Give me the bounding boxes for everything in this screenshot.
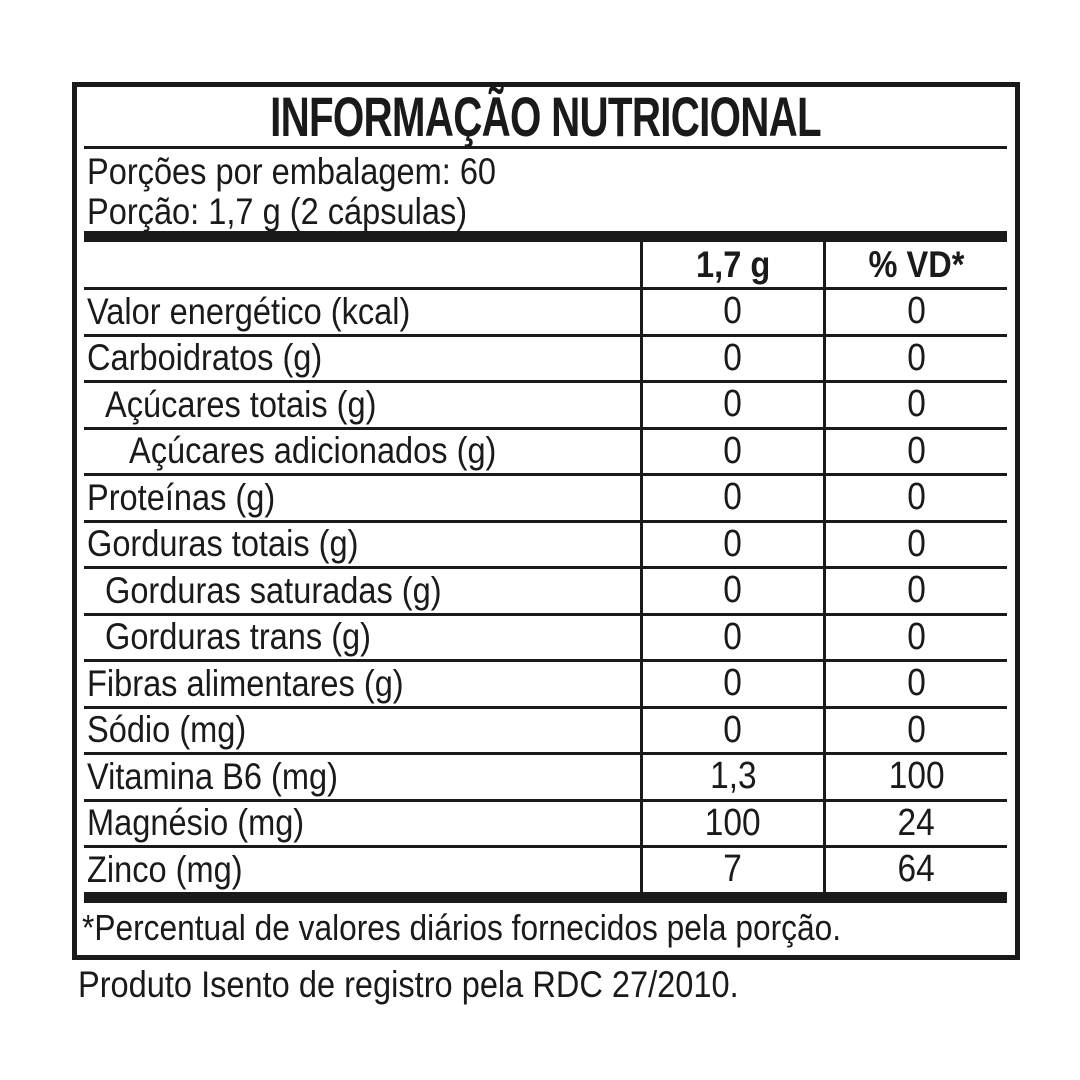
nutrient-label: Sódio (mg): [87, 709, 247, 751]
nutrient-label: Carboidratos (g): [87, 337, 323, 379]
vd-value: 64: [823, 848, 1007, 892]
table-row: [84, 520, 1007, 567]
vd-value: 0: [823, 383, 1007, 427]
vd-value: 0: [823, 430, 1007, 474]
table-row: [84, 334, 1007, 381]
qty-value: 7: [640, 848, 823, 892]
table-header-row: [84, 242, 1007, 287]
table-row: [84, 427, 1007, 474]
header-empty-cell: [84, 242, 640, 287]
panel-title-row: [77, 87, 1015, 146]
daily-value-footnote: *Percentual de valores diários fornecidos pela porção.: [82, 906, 842, 948]
regulatory-note: Produto Isento de registro pela RDC 27/2010.: [78, 964, 739, 1005]
qty-value: 0: [640, 476, 823, 520]
vd-value: 0: [823, 569, 1007, 613]
nutrient-label: Gorduras totais (g): [87, 523, 359, 565]
vd-value: 0: [823, 290, 1007, 334]
table-row: [84, 287, 1007, 334]
table-row: [84, 380, 1007, 427]
nutrition-table: [84, 242, 1007, 892]
qty-value: 0: [640, 523, 823, 567]
nutrient-label: Magnésio (mg): [87, 802, 305, 844]
qty-value: 0: [640, 569, 823, 613]
table-row: [84, 473, 1007, 520]
nutrient-label: Gorduras saturadas (g): [105, 569, 442, 611]
nutrient-label: Fibras alimentares (g): [87, 662, 404, 704]
vd-value: 100: [823, 755, 1007, 799]
vd-value: 0: [823, 523, 1007, 567]
qty-value: 0: [640, 337, 823, 381]
vd-value: 24: [823, 802, 1007, 846]
table-row: [84, 845, 1007, 892]
nutrient-label: Gorduras trans (g): [105, 616, 372, 658]
table-row: [84, 799, 1007, 846]
panel-title: INFORMAÇÃO NUTRICIONAL: [270, 85, 822, 148]
vd-value: 0: [823, 337, 1007, 381]
vd-value: 0: [823, 616, 1007, 660]
nutrition-facts-panel: [72, 82, 1020, 960]
qty-value: 0: [640, 616, 823, 660]
table-row: [84, 752, 1007, 799]
nutrient-label: Zinco (mg): [87, 848, 243, 890]
thick-bar-bottom: [84, 892, 1007, 903]
thick-bar-top: [84, 231, 1007, 242]
qty-value: 0: [640, 662, 823, 706]
header-daily-value: % VD*: [823, 242, 1007, 287]
servings-per-package: Porções por embalagem: 60: [87, 151, 497, 192]
table-row: [84, 706, 1007, 753]
qty-value: 100: [640, 802, 823, 846]
nutrient-label: Vitamina B6 (mg): [87, 755, 338, 797]
qty-value: 0: [640, 430, 823, 474]
header-quantity: 1,7 g: [640, 242, 823, 287]
table-row: [84, 613, 1007, 660]
table-row: [84, 659, 1007, 706]
vd-value: 0: [823, 662, 1007, 706]
nutrient-label: Valor energético (kcal): [87, 290, 411, 332]
qty-value: 0: [640, 290, 823, 334]
serving-info: [77, 149, 1015, 231]
nutrient-label: Açúcares adicionados (g): [129, 430, 497, 472]
vd-value: 0: [823, 709, 1007, 753]
serving-size: Porção: 1,7 g (2 cápsulas): [87, 190, 468, 232]
nutrient-label: Proteínas (g): [87, 476, 276, 518]
nutrient-label: Açúcares totais (g): [105, 383, 377, 425]
table-row: [84, 566, 1007, 613]
qty-value: 0: [640, 709, 823, 753]
vd-value: 0: [823, 476, 1007, 520]
qty-value: 1,3: [640, 755, 823, 799]
qty-value: 0: [640, 383, 823, 427]
